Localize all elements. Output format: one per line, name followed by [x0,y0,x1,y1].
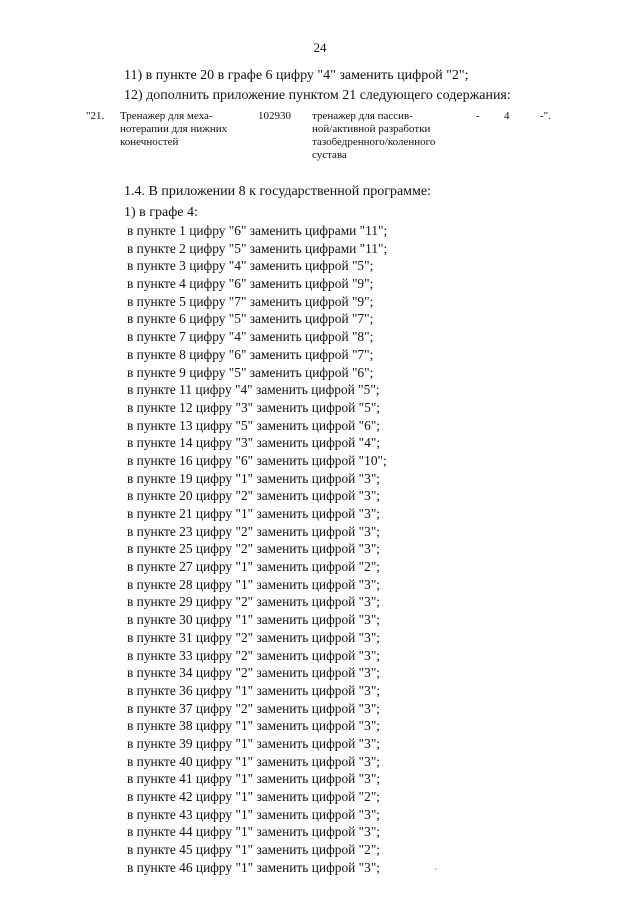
amendment-list [127,222,387,876]
equipment-description-line-3: тазобедренного/коленного [312,136,436,148]
list-item: в пункте 16 цифру "6" заменить цифрой "10"; [127,452,387,468]
list-item: в пункте 1 цифру "6" заменить цифрами "11"; [127,223,388,238]
list-item: в пункте 39 цифру "1" заменить цифрой "3"; [127,735,381,751]
list-item: в пункте 7 цифру "4" заменить цифрой "8"; [127,329,374,345]
list-item: в пункте 3 цифру "4" заменить цифрой "5"; [127,258,374,274]
equipment-name-line-3: конечностей [120,136,179,148]
corner-mark: ´ [434,868,438,879]
list-item: в пункте 20 цифру "2" заменить цифрой "3"; [127,488,381,504]
intro-line-11: 11) в пункте 20 в графе 6 цифру "4" заменить цифрой "2"; [124,68,469,83]
list-item: в пункте 41 цифру "1" заменить цифрой "3"; [127,771,381,787]
list-item: в пункте 29 цифру "2" заменить цифрой "3"; [127,594,381,610]
list-item: в пункте 8 цифру "6" заменить цифрой "7"; [127,346,374,362]
list-item: в пункте 45 цифру "1" заменить цифрой "2"; [127,842,381,858]
list-item: в пункте 4 цифру "6" заменить цифрой "9"; [127,276,374,292]
equipment-description-line-2: ной/активной разработки [312,123,431,135]
list-item: в пункте 33 цифру "2" заменить цифрой "3"; [127,647,381,663]
equipment-code: 102930 [258,110,291,122]
equipment-name-line-1: Тренажер для меха- [120,110,213,122]
list-item: в пункте 6 цифру "5" заменить цифрой "7"; [127,311,374,327]
list-item: в пункте 13 цифру "5" заменить цифрой "6"; [127,417,381,433]
row-number: "21. [86,110,105,122]
equipment-description-line-4: сустава [312,149,347,161]
list-item: в пункте 46 цифру "1" заменить цифрой "3"; [127,859,381,875]
section-heading: 1.4. В приложении 8 к государственной программе: [124,184,431,199]
list-item: в пункте 12 цифру "3" заменить цифрой "5"; [127,399,381,415]
list-item: в пункте 25 цифру "2" заменить цифрой "3"; [127,541,381,557]
empty-cell-dash: - [476,110,480,122]
list-item: в пункте 37 цифру "2" заменить цифрой "3"; [127,700,381,716]
list-item: в пункте 2 цифру "5" заменить цифрами "11"; [127,240,388,256]
list-item: в пункте 38 цифру "1" заменить цифрой "3"; [127,718,381,734]
list-item: в пункте 30 цифру "1" заменить цифрой "3"; [127,612,381,628]
list-item: в пункте 21 цифру "1" заменить цифрой "3"; [127,506,381,521]
list-item: в пункте 31 цифру "2" заменить цифрой "3"; [127,629,381,645]
list-item: в пункте 40 цифру "1" заменить цифрой "3"; [127,753,381,769]
list-item: в пункте 11 цифру "4" заменить цифрой "5"; [127,382,380,398]
list-item: в пункте 23 цифру "2" заменить цифрой "3"; [127,523,381,539]
quantity: 4 [504,110,510,122]
list-item: в пункте 19 цифру "1" заменить цифрой "3"; [127,470,381,486]
list-item: в пункте 28 цифру "1" заменить цифрой "3"; [127,576,381,592]
list-item: в пункте 9 цифру "5" заменить цифрой "6"; [127,364,374,380]
equipment-description-line-1: тренажер для пассив- [312,110,413,122]
list-item: в пункте 44 цифру "1" заменить цифрой "3"; [127,824,381,840]
page-number: 24 [313,40,327,55]
list-item: в пункте 42 цифру "1" заменить цифрой "2"; [127,789,381,804]
row-end-mark: -". [540,110,551,122]
list-item: в пункте 36 цифру "1" заменить цифрой "3"; [127,682,381,698]
list-item: в пункте 27 цифру "1" заменить цифрой "2"; [127,559,381,575]
subheading: 1) в графе 4: [124,205,198,220]
list-item: в пункте 43 цифру "1" заменить цифрой "3"; [127,806,381,822]
list-item: в пункте 5 цифру "7" заменить цифрой "9"; [127,293,374,309]
equipment-name-line-2: нотерапии для нижних [120,123,228,135]
list-item: в пункте 34 цифру "2" заменить цифрой "3"; [127,665,381,681]
list-item: в пункте 14 цифру "3" заменить цифрой "4"; [127,435,381,451]
intro-line-12: 12) дополнить приложение пунктом 21 следующего содержания: [124,88,511,103]
